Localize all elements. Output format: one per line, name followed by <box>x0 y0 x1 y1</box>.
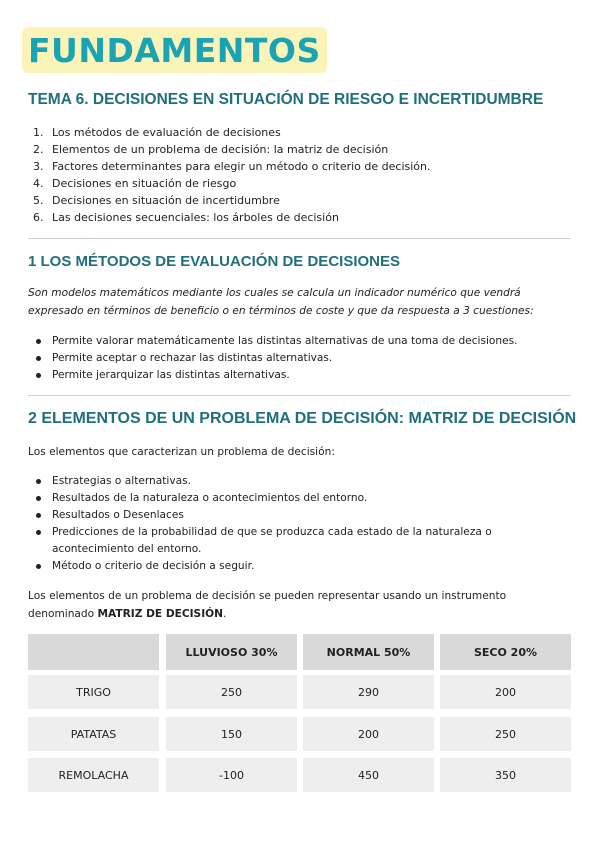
page-title: FUNDAMENTOS <box>28 31 321 70</box>
bullet-text: Resultados de la naturaleza o acontecimientos del entorno. <box>52 492 368 504</box>
matrix-row-label: TRIGO <box>28 675 159 709</box>
bullet-item <box>36 333 556 350</box>
matrix-cell: 200 <box>303 717 434 751</box>
index-text: Factores determinantes para elegir un método o criterio de decisión. <box>52 160 431 173</box>
topic-heading: TEMA 6. DECISIONES EN SITUACIÓN DE RIESGO E INCERTIDUMBRE <box>28 91 544 108</box>
bullet-dot-icon <box>36 356 41 361</box>
matrix-cell: 250 <box>166 675 297 709</box>
section-2-closing <box>28 587 573 623</box>
section-1-bullets <box>36 333 556 384</box>
index-text: Las decisiones secuenciales: los árboles de decisión <box>52 211 339 224</box>
matrix-cell: 150 <box>166 717 297 751</box>
bullet-item <box>36 367 556 384</box>
bullet-dot-icon <box>36 513 41 518</box>
index-item <box>33 158 430 175</box>
index-number: 1. <box>33 126 44 139</box>
section-1-heading: 1 LOS MÉTODOS DE EVALUACIÓN DE DECISIONES <box>28 253 400 270</box>
index-number: 6. <box>33 211 44 224</box>
matrix-row-label: REMOLACHA <box>28 758 159 792</box>
matrix-row-label: PATATAS <box>28 717 159 751</box>
matrix-cell: -100 <box>166 758 297 792</box>
index-item <box>33 141 430 158</box>
matrix-header-cell: LLUVIOSO 30% <box>166 634 297 670</box>
index-item <box>33 124 430 141</box>
bullet-item <box>36 473 556 490</box>
bullet-dot-icon <box>36 373 41 378</box>
bullet-dot-icon <box>36 479 41 484</box>
bullet-item <box>36 558 556 575</box>
matrix-corner-cell <box>28 634 159 670</box>
matrix-cell: 350 <box>440 758 571 792</box>
index-number: 3. <box>33 160 44 173</box>
bullet-dot-icon <box>36 530 41 535</box>
index-number: 2. <box>33 143 44 156</box>
closing-text: Los elementos de un problema de decisión se pueden representar usando un instrumento denominado <box>28 590 507 620</box>
matrix-header-cell: SECO 20% <box>440 634 571 670</box>
index-text: Decisiones en situación de incertidumbre <box>52 194 280 207</box>
closing-bold: MATRIZ DE DECISIÓN <box>97 608 224 620</box>
bullet-text: Estrategias o alternativas. <box>52 475 192 487</box>
index-item <box>33 209 430 226</box>
bullet-text: Permite jerarquizar las distintas alternativas. <box>52 369 290 381</box>
index-item <box>33 192 430 209</box>
index-item <box>33 175 430 192</box>
matrix-cell: 250 <box>440 717 571 751</box>
bullet-item <box>36 507 556 524</box>
section-2-intro: Los elementos que caracterizan un problema de decisión: <box>28 446 335 458</box>
matrix-cell: 450 <box>303 758 434 792</box>
title-highlight <box>22 27 327 73</box>
bullet-text: Permite valorar matemáticamente las distintas alternativas de una toma de decisiones. <box>52 335 518 347</box>
bullet-text: Método o criterio de decisión a seguir. <box>52 560 255 572</box>
index-text: Los métodos de evaluación de decisiones <box>52 126 281 139</box>
bullet-text: Permite aceptar o rechazar las distintas alternativas. <box>52 352 333 364</box>
bullet-item <box>36 350 556 367</box>
section-2-bullets <box>36 473 556 575</box>
bullet-dot-icon <box>36 564 41 569</box>
section-2-heading: 2 ELEMENTOS DE UN PROBLEMA DE DECISIÓN: MATRIZ DE DECISIÓN <box>28 410 577 427</box>
index-number: 5. <box>33 194 44 207</box>
bullet-item <box>36 524 556 558</box>
index-text: Elementos de un problema de decisión: la matriz de decisión <box>52 143 389 156</box>
section-1-intro: Son modelos matemáticos mediante los cuales se calcula un indicador numérico que vendrá expresado en términos de beneficio o en términos de coste y que da respuesta a 3 cuestiones: <box>28 287 534 317</box>
topic-index-list <box>33 124 430 226</box>
divider <box>28 395 571 396</box>
bullet-text: Predicciones de la probabilidad de que se produzca cada estado de la naturaleza o acontecimiento del entorno. <box>52 526 492 555</box>
divider <box>28 238 571 239</box>
matrix-cell: 290 <box>303 675 434 709</box>
bullet-dot-icon <box>36 339 41 344</box>
matrix-cell: 200 <box>440 675 571 709</box>
matrix-header-cell: NORMAL 50% <box>303 634 434 670</box>
index-text: Decisiones en situación de riesgo <box>52 177 237 190</box>
bullet-text: Resultados o Desenlaces <box>52 509 184 521</box>
bullet-dot-icon <box>36 496 41 501</box>
index-number: 4. <box>33 177 44 190</box>
closing-end: . <box>223 608 227 620</box>
bullet-item <box>36 490 556 507</box>
